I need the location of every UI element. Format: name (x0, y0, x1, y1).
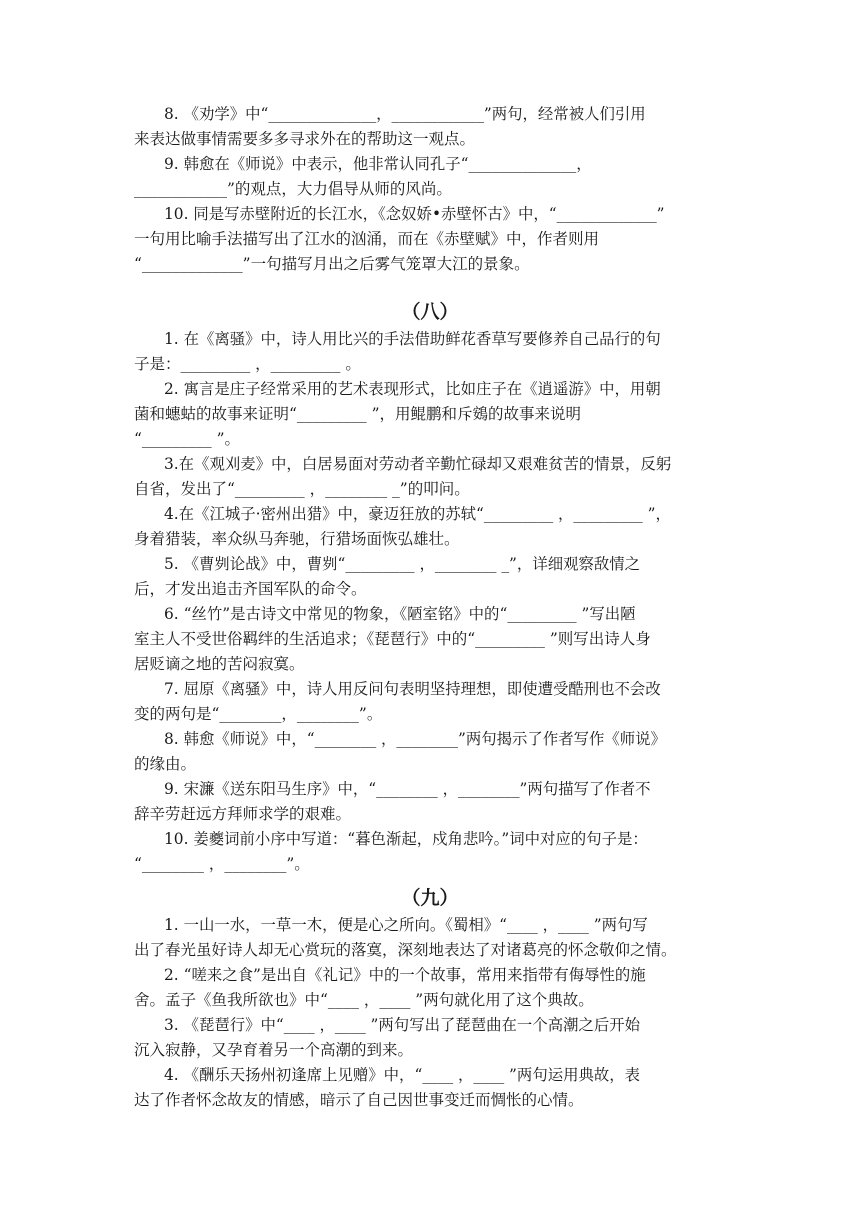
q8-5-line-1: 5. 《曹刿论战》中，曹刿“_________ ，________ _”，详细观察敌情之 (164, 555, 641, 573)
q9-4-line-2: 达了作者怀念故友的情感，暗示了自己因世事变迁而惆怅的心情。 (134, 1091, 584, 1109)
section-9-title: （九） (401, 887, 459, 909)
q8-3-line-2: 自省，发出了“_________ ，________ _”的叩问。 (134, 480, 470, 498)
q8-2-line-1: 2. 寓言是庄子经常采用的艺术表现形式，比如庄子在《逍遥游》中，用朝 (164, 380, 661, 398)
q8-6-line-1: 6. “丝竹”是古诗文中常见的物象，《陋室铭》中的“_________ ”写出陋 (164, 605, 636, 623)
q9-1-line-2: 出了春光虽好诗人却无心赏玩的落寞，深刻地表达了对诸葛亮的怀念敬仰之情。 (134, 941, 677, 959)
q8-9-line-2: 辞辛劳赶远方拜师求学的艰难。 (134, 805, 352, 823)
q7-10-line-3: “_____________”一句描写月出之后雾气笼罩大江的景象。 (134, 255, 530, 273)
q7-10-line-1: 10. 同是写赤壁附近的长江水，《念奴娇•赤壁怀古》中，“_____________” (164, 205, 665, 223)
section-8-title: （八） (401, 301, 459, 323)
q8-10-line-1: 10. 姜夔词前小序中写道：“暮色渐起，戍角悲吟。”词中对应的句子是： (164, 830, 648, 848)
q7-8-line-1: 8. 《劝学》中“______________，____________”两句，经常被人们引用 (164, 105, 646, 123)
q9-3-line-2: 沉入寂静，又孕育着另一个高潮的到来。 (134, 1041, 414, 1059)
q9-2-line-2: 舍。孟子《鱼我所欲也》中“____ ，____ ”两句就化用了这个典故。 (134, 991, 594, 1009)
q7-10-line-2: 一句用比喻手法描写出了江水的汹涌，而在《赤壁赋》中，作者则用 (134, 230, 600, 248)
q8-9-line-1: 9. 宋濂《送东阳马生序》中，“________ ，________”两句描写了作者不 (164, 780, 651, 798)
q8-7-line-1: 7. 屈原《离骚》中，诗人用反问句表明坚持理想，即使遭受酷刑也不会改 (164, 680, 661, 698)
q8-8-line-1: 8. 韩愈《师说》中，“________ ，________”两句揭示了作者写作《师说》 (164, 730, 666, 748)
q8-1-line-2: 子是：_________ ，_________ 。 (134, 355, 361, 373)
q7-9-line-1: 9. 韩愈在《师说》中表示，他非常认同孔子“______________， (164, 155, 592, 173)
q8-5-line-2: 后，才发出追击齐国军队的命令。 (134, 580, 367, 598)
q8-2-line-3: “_________ ”。 (134, 430, 241, 448)
q8-3-line-1: 3.在《观刈麦》中，白居易面对劳动者辛勤忙碌却又艰难贫苦的情景，反躬 (164, 455, 672, 473)
q9-4-line-1: 4. 《酬乐天扬州初逢席上见赠》中，“____ ，____ ”两句运用典故，表 (164, 1066, 641, 1084)
q8-10-line-2: “________ ，________”。 (134, 855, 310, 873)
q9-2-line-1: 2. “嗟来之食”是出自《礼记》中的一个故事，常用来指带有侮辱性的施 (164, 966, 646, 984)
q8-6-line-2: 室主人不受世俗羁绊的生活追求；《琵琶行》中的“_________ ”则写出诗人身 (134, 630, 651, 648)
q8-1-line-1: 1. 在《离骚》中，诗人用比兴的手法借助鲜花香草写要修养自己品行的句 (164, 330, 661, 348)
q8-2-line-2: 菌和蟪蛄的故事来证明“_________ ”，用鲲鹏和斥鴳的故事来说明 (134, 405, 582, 423)
q8-7-line-2: 变的两句是“________，________”。 (134, 705, 383, 723)
q8-4-line-1: 4.在《江城子·密州出猎》中，豪迈狂放的苏轼“_________ ，_________ ”， (164, 505, 671, 523)
q8-8-line-2: 的缘由。 (134, 755, 197, 773)
q9-3-line-1: 3. 《琵琶行》中“____ ，____ ”两句写出了琵琶曲在一个高潮之后开始 (164, 1016, 641, 1034)
q9-1-line-1: 1. 一山一水，一草一木，便是心之所向。《蜀相》“____ ，____ ”两句写 (164, 916, 648, 934)
q7-8-line-2: 来表达做事情需要多多寻求外在的帮助这一观点。 (134, 130, 476, 148)
q8-6-line-3: 居贬谪之地的苦闷寂寞。 (134, 655, 305, 673)
q7-9-line-2: ____________”的观点，大力倡导从师的风尚。 (134, 180, 452, 198)
q8-4-line-2: 身着猎装，率众纵马奔驰，行猎场面恢弘雄壮。 (134, 530, 460, 548)
